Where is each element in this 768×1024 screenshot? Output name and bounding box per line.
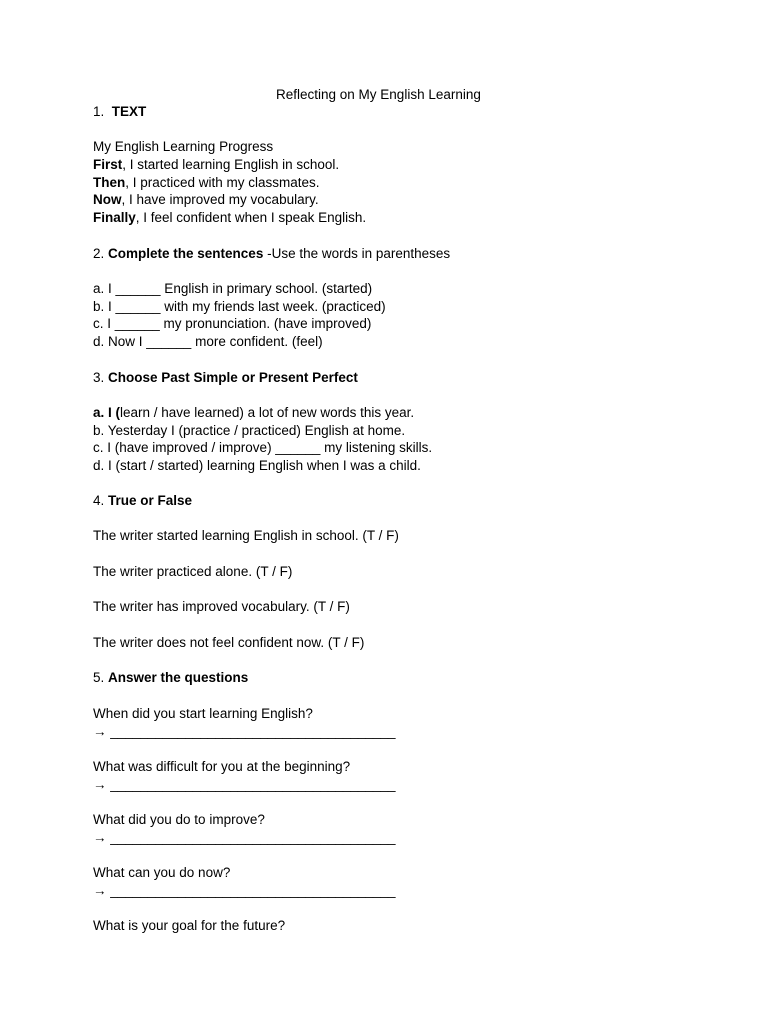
section3-item-a: a. I (learn / have learned) a lot of new words this year. <box>93 405 415 420</box>
section2-item-c: c. I ______ my pronunciation. (have improved) <box>93 316 372 331</box>
true-false-item-2: The writer practiced alone. (T / F) <box>93 564 293 579</box>
question-4: What can you do now? <box>93 865 231 880</box>
text-line-finally: Finally, I feel confident when I speak English. <box>93 210 367 225</box>
true-false-item-1: The writer started learning English in school. (T / F) <box>93 528 399 543</box>
section3-item-d: d. I (start / started) learning English when I was a child. <box>93 458 421 473</box>
text-line-now: Now, I have improved my vocabulary. <box>93 192 319 207</box>
text-subtitle: My English Learning Progress <box>93 139 274 154</box>
section2-item-d: d. Now I ______ more confident. (feel) <box>93 334 323 349</box>
question-5: What is your goal for the future? <box>93 918 286 933</box>
document-title: Reflecting on My English Learning <box>276 87 481 102</box>
document-page <box>93 0 693 1024</box>
section2-heading: Complete the sentences <box>108 246 264 261</box>
section3-heading: Choose Past Simple or Present Perfect <box>108 370 358 385</box>
section2-instruction: -Use the words in parentheses <box>263 246 451 261</box>
section1-header <box>93 103 146 121</box>
section4-heading: True or False <box>108 493 193 508</box>
true-false-item-4: The writer does not feel confident now. (T / F) <box>93 635 365 650</box>
section1-number: 1. <box>93 104 105 119</box>
true-false-item-3: The writer has improved vocabulary. (T / F) <box>93 599 350 614</box>
question-2: What was difficult for you at the beginning? <box>93 759 351 774</box>
text-line-then: Then, I practiced with my classmates. <box>93 175 320 190</box>
answer-line-1: → ______________________________________ <box>93 724 396 739</box>
answer-line-3: → ______________________________________ <box>93 830 396 845</box>
section2-item-a: a. I ______ English in primary school. (started) <box>93 281 373 296</box>
section5-header: 5. Answer the questions <box>93 670 249 685</box>
section5-heading: Answer the questions <box>108 670 249 685</box>
answer-line-2: → ______________________________________ <box>93 777 396 792</box>
section3-item-b: b. Yesterday I (practice / practiced) English at home. <box>93 423 406 438</box>
section2-header: 2. Complete the sentences -Use the words in parentheses <box>93 246 451 261</box>
question-1: When did you start learning English? <box>93 706 313 721</box>
section2-item-b: b. I ______ with my friends last week. (practiced) <box>93 299 386 314</box>
section4-header: 4. True or False <box>93 493 193 508</box>
text-line-first: First, I started learning English in school. <box>93 157 340 172</box>
section3-header: 3. Choose Past Simple or Present Perfect <box>93 370 358 385</box>
section1-heading: TEXT <box>111 104 147 119</box>
question-3: What did you do to improve? <box>93 812 265 827</box>
section3-item-c: c. I (have improved / improve) ______ my listening skills. <box>93 440 433 455</box>
answer-line-4: → ______________________________________ <box>93 883 396 898</box>
